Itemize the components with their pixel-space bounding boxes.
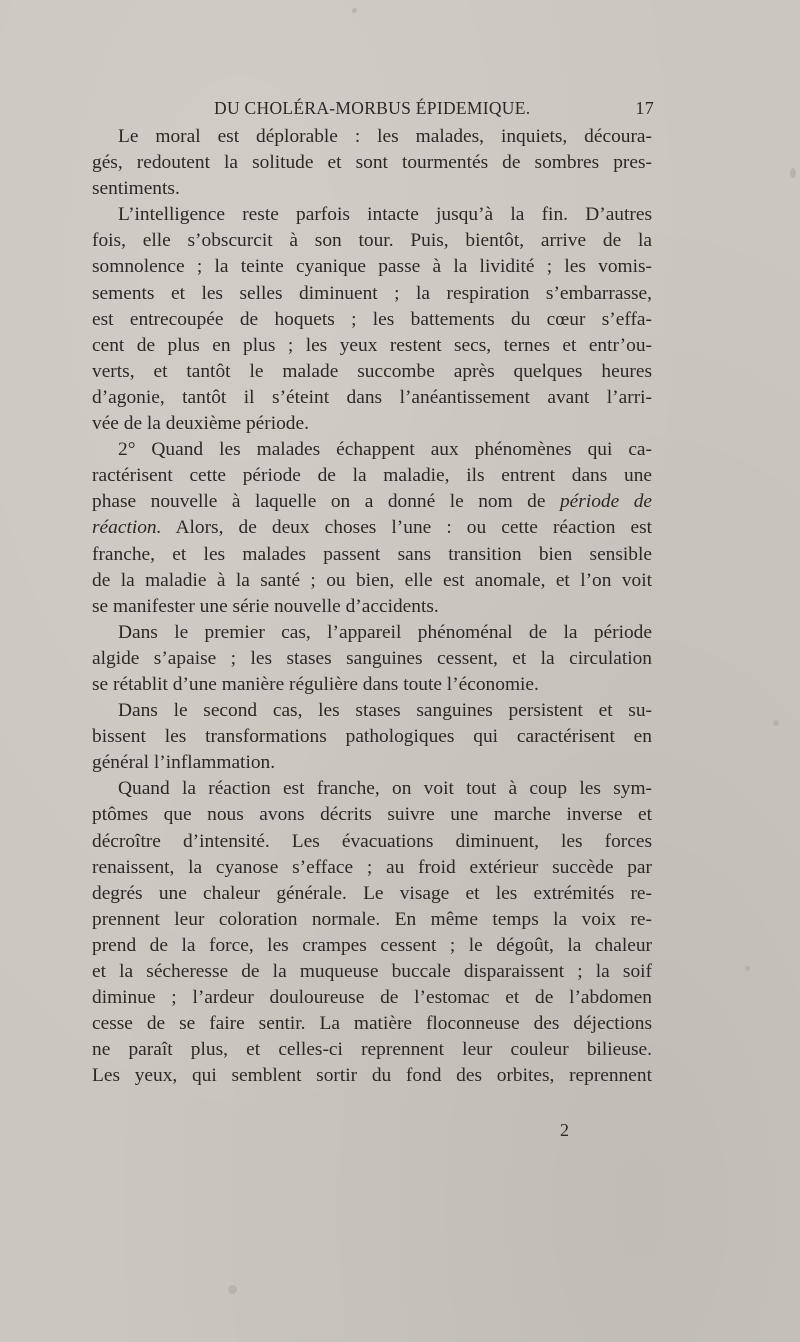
signature-mark: 2 <box>560 1120 569 1140</box>
page-number: 17 <box>635 98 654 118</box>
text-line: Quand la réaction est franche, on voit tout à coup les sym- <box>118 778 652 800</box>
text-line: Dans le second cas, les stases sanguines persistent et su- <box>118 700 652 722</box>
text-line: L’intelligence reste parfois intacte jusqu’à la fin. D’autres <box>118 204 652 226</box>
running-title: DU CHOLÉRA-MORBUS ÉPIDEMIQUE. <box>214 98 531 118</box>
text-line: et la sécheresse de la muqueuse buccale disparaissent ; la soif <box>92 961 652 982</box>
text-line: prend de la force, les crampes cessent ; le dégoût, la chaleur <box>92 934 652 956</box>
text-line: 2° Quand les malades échappent aux phénomènes qui ca- <box>118 439 652 461</box>
text-line: se rétablit d’une manière régulière dans toute l’économie. <box>92 673 539 695</box>
text-line: se manifester une série nouvelle d’accidents. <box>92 595 439 617</box>
text-line: algide s’apaise ; les stases sanguines cessent, et la circulation <box>92 647 652 669</box>
text-line: franche, et les malades passent sans transition bien sensible <box>92 543 652 565</box>
running-head <box>214 98 654 124</box>
text-line: est entrecoupée de hoquets ; les battements du cœur s’effa- <box>92 308 652 330</box>
text-line: diminue ; l’ardeur douloureuse de l’estomac et de l’abdomen <box>92 987 652 1009</box>
text-line: prennent leur coloration normale. En même temps la voix re- <box>92 908 652 930</box>
text-line: somnolence ; la teinte cyanique passe à la lividité ; les vomis- <box>92 256 652 278</box>
paper-speck <box>228 1285 237 1294</box>
paper-speck <box>352 8 357 13</box>
text-line <box>92 489 652 515</box>
paper-speck <box>745 966 750 971</box>
text-span: phase nouvelle à laquelle on a donné le nom de <box>92 491 546 513</box>
text-line: bissent les transformations pathologiques qui caractérisent en <box>92 726 652 748</box>
text-line: sentiments. <box>92 178 180 200</box>
text-line: cent de plus en plus ; les yeux restent secs, ternes et entr’ou- <box>92 334 652 356</box>
text-line: fois, elle s’obscurcit à son tour. Puis, bientôt, arrive de la <box>92 230 652 252</box>
text-line: renaissent, la cyanose s’efface ; au froid extérieur succède par <box>92 856 652 878</box>
text-line: cesse de se faire sentir. La matière floconneuse des déjections <box>92 1013 652 1035</box>
text-line: de la maladie à la santé ; ou bien, elle est anomale, et l’on voit <box>92 569 652 591</box>
italic-term: réaction. <box>92 517 162 539</box>
text-line: décroître d’intensité. Les évacuations diminuent, les forces <box>92 830 652 852</box>
text-line: sements et les selles diminuent ; la respiration s’embarrasse, <box>92 282 652 304</box>
text-line: gés, redoutent la solitude et sont tourmentés de sombres pres- <box>92 152 652 174</box>
text-line: ptômes que nous avons décrits suivre une marche inverse et <box>92 804 652 826</box>
text-line: d’agonie, tantôt il s’éteint dans l’anéantissement avant l’arri- <box>92 386 652 408</box>
text-line: vée de la deuxième période. <box>92 413 309 435</box>
italic-term: période de <box>559 491 652 513</box>
text-line: degrés une chaleur générale. Le visage et les extrémités re- <box>92 882 652 904</box>
text-line: Dans le premier cas, l’appareil phénoménal de la période <box>118 621 652 643</box>
paper-speck <box>773 720 779 726</box>
text-line: Le moral est déplorable : les malades, inquiets, découra- <box>118 126 652 147</box>
text-span: Alors, de deux choses l’une : ou cette réaction est <box>175 517 653 539</box>
text-line: ne paraît plus, et celles-ci reprennent leur couleur bilieuse. <box>92 1039 652 1061</box>
text-line <box>92 515 652 541</box>
body-text <box>92 124 652 1089</box>
text-line: verts, et tantôt le malade succombe après quelques heures <box>92 360 652 382</box>
text-line: général l’inflammation. <box>92 752 276 774</box>
text-line: Les yeux, qui semblent sortir du fond des orbites, reprennent <box>92 1065 652 1087</box>
text-line: ractérisent cette période de la maladie, ils entrent dans une <box>92 465 652 487</box>
paper-speck <box>790 168 796 178</box>
